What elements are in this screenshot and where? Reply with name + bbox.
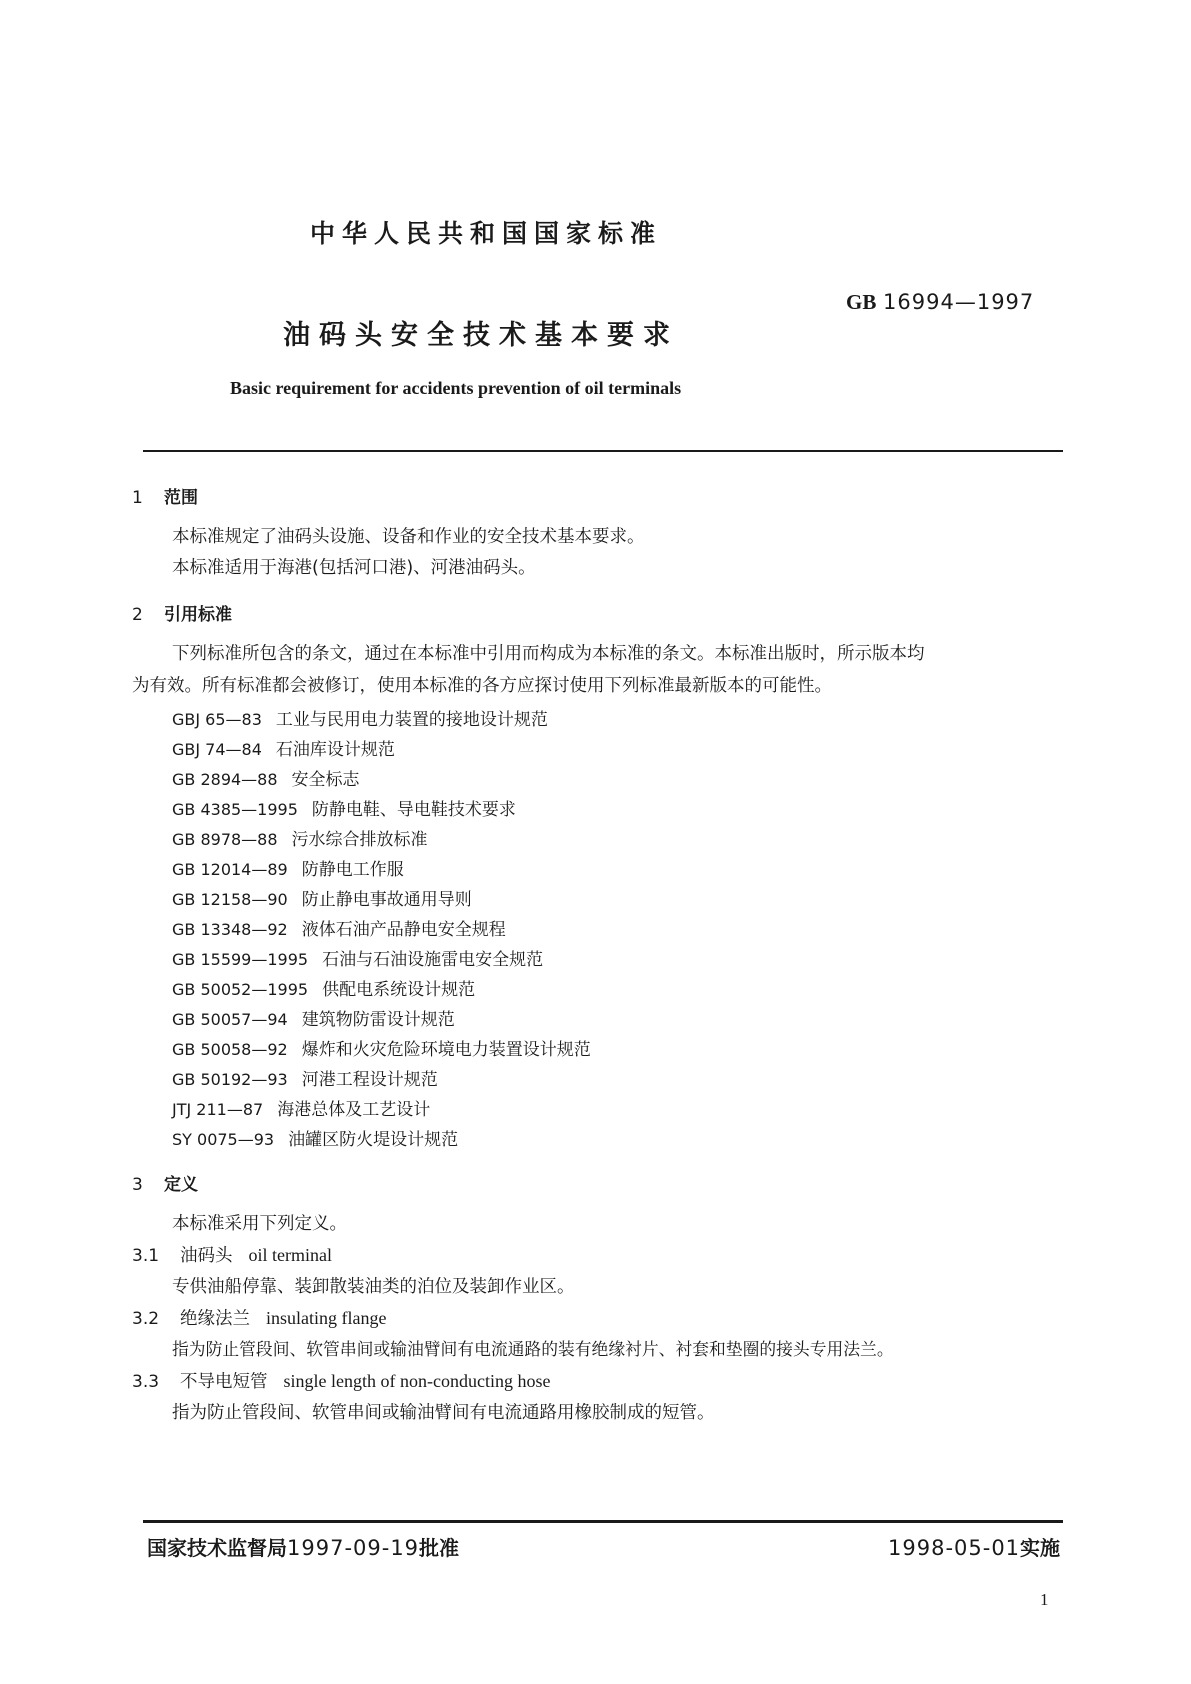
page-number: 1 (1040, 1590, 1049, 1609)
reference-item (172, 1065, 438, 1090)
effective-date: 1998-05-01 (888, 1536, 1021, 1560)
reference-title: 污水综合排放标准 (291, 830, 428, 850)
reference-item (172, 1005, 455, 1030)
national-standard-heading: 中华人民共和国国家标准 (310, 219, 663, 248)
reference-title: 爆炸和火灾危险环境电力装置设计规范 (301, 1040, 591, 1060)
term-number: 3.1 (132, 1246, 160, 1266)
standard-code (846, 290, 1034, 315)
reference-code: GB 50058—92 (172, 1040, 288, 1059)
reference-item (172, 1125, 458, 1150)
issuer: 国家技术监督局 (147, 1536, 287, 1560)
paragraph: 本标准规定了油码头设施、设备和作业的安全技术基本要求。 (172, 527, 645, 547)
reference-title: 海港总体及工艺设计 (277, 1100, 431, 1120)
reference-item (172, 915, 506, 940)
reference-title: 供配电系统设计规范 (322, 980, 476, 1000)
reference-code: GB 4385—1995 (172, 800, 298, 819)
term-number: 3.2 (132, 1309, 160, 1329)
reference-code: GB 15599—1995 (172, 950, 309, 969)
approve-label: 批准 (419, 1536, 460, 1560)
reference-code: GB 50057—94 (172, 1010, 288, 1029)
approval-line (147, 1532, 459, 1561)
reference-title: 石油与石油设施雷电安全规范 (322, 950, 544, 970)
term-en: oil terminal (248, 1245, 332, 1265)
reference-code: GB 12158—90 (172, 890, 288, 909)
reference-item (172, 975, 475, 1000)
standard-code-number: 16994—1997 (883, 290, 1035, 314)
reference-code: GB 13348—92 (172, 920, 288, 939)
section-title: 引用标准 (164, 605, 232, 625)
term-definition: 指为防止管段间、软管串间或输油臂间有电流通路的装有绝缘衬片、衬套和垫圈的接头专用法兰。 (172, 1339, 894, 1359)
reference-code: GBJ 65—83 (172, 710, 262, 729)
reference-title: 油罐区防火堤设计规范 (288, 1130, 459, 1150)
document-title-zh: 油码头安全技术基本要求 (283, 320, 679, 351)
reference-title: 河港工程设计规范 (301, 1070, 438, 1090)
term-3-2 (132, 1305, 386, 1330)
paragraph: 本标准适用于海港(包括河口港)、河港油码头。 (172, 558, 536, 578)
reference-code: GB 8978—88 (172, 830, 278, 849)
term-en: single length of non-conducting hose (283, 1371, 551, 1391)
section-title: 范围 (164, 488, 198, 508)
paragraph: 下列标准所包含的条文，通过在本标准中引用而构成为本标准的条文。本标准出版时，所示版本均 (172, 644, 925, 664)
reference-item (172, 1035, 591, 1060)
reference-title: 液体石油产品静电安全规程 (301, 920, 506, 940)
footer-divider (143, 1520, 1063, 1523)
reference-title: 防静电鞋、导电鞋技术要求 (311, 800, 516, 820)
section-2-heading (132, 600, 232, 625)
approve-date: 1997-09-19 (287, 1536, 420, 1560)
term-3-3 (132, 1368, 550, 1393)
paragraph: 本标准采用下列定义。 (172, 1214, 347, 1234)
term-zh: 油码头 (180, 1246, 233, 1266)
reference-title: 石油库设计规范 (275, 740, 395, 760)
reference-code: GB 12014—89 (172, 860, 288, 879)
section-number: 3 (132, 1175, 143, 1195)
term-definition: 专供油船停靠、装卸散装油类的泊位及装卸作业区。 (172, 1277, 575, 1297)
term-number: 3.3 (132, 1372, 160, 1392)
term-en: insulating flange (266, 1308, 387, 1328)
reference-item (172, 825, 428, 850)
term-zh: 不导电短管 (180, 1372, 268, 1392)
reference-code: GB 50052—1995 (172, 980, 309, 999)
reference-title: 防静电工作服 (301, 860, 404, 880)
reference-title: 建筑物防雷设计规范 (301, 1010, 455, 1030)
section-number: 2 (132, 605, 143, 625)
reference-item (172, 855, 404, 880)
reference-item (172, 765, 360, 790)
reference-code: GB 2894—88 (172, 770, 278, 789)
reference-item (172, 885, 472, 910)
paragraph: 为有效。所有标准都会被修订，使用本标准的各方应探讨使用下列标准最新版本的可能性。 (132, 676, 832, 696)
section-title: 定义 (164, 1175, 198, 1195)
term-definition: 指为防止管段间、软管串间或输油臂间有电流通路用橡胶制成的短管。 (172, 1403, 715, 1423)
effective-line (888, 1532, 1060, 1561)
section-1-heading (132, 483, 198, 508)
reference-item (172, 945, 543, 970)
reference-item (172, 705, 548, 730)
reference-code: GBJ 74—84 (172, 740, 262, 759)
reference-title: 工业与民用电力装置的接地设计规范 (275, 710, 548, 730)
reference-item (172, 735, 395, 760)
reference-code: GB 50192—93 (172, 1070, 288, 1089)
document-title-en: Basic requirement for accidents prevention of oil terminals (230, 378, 682, 398)
reference-code: SY 0075—93 (172, 1130, 275, 1149)
section-3-heading (132, 1170, 198, 1195)
standard-code-prefix: GB (846, 290, 877, 314)
reference-code: JTJ 211—87 (172, 1100, 264, 1119)
reference-title: 防止静电事故通用导则 (301, 890, 472, 910)
section-number: 1 (132, 488, 143, 508)
term-zh: 绝缘法兰 (180, 1309, 250, 1329)
reference-item (172, 795, 516, 820)
effective-label: 实施 (1020, 1536, 1061, 1560)
term-3-1 (132, 1242, 332, 1267)
reference-item (172, 1095, 430, 1120)
reference-title: 安全标志 (291, 770, 360, 790)
header-divider (143, 450, 1063, 452)
